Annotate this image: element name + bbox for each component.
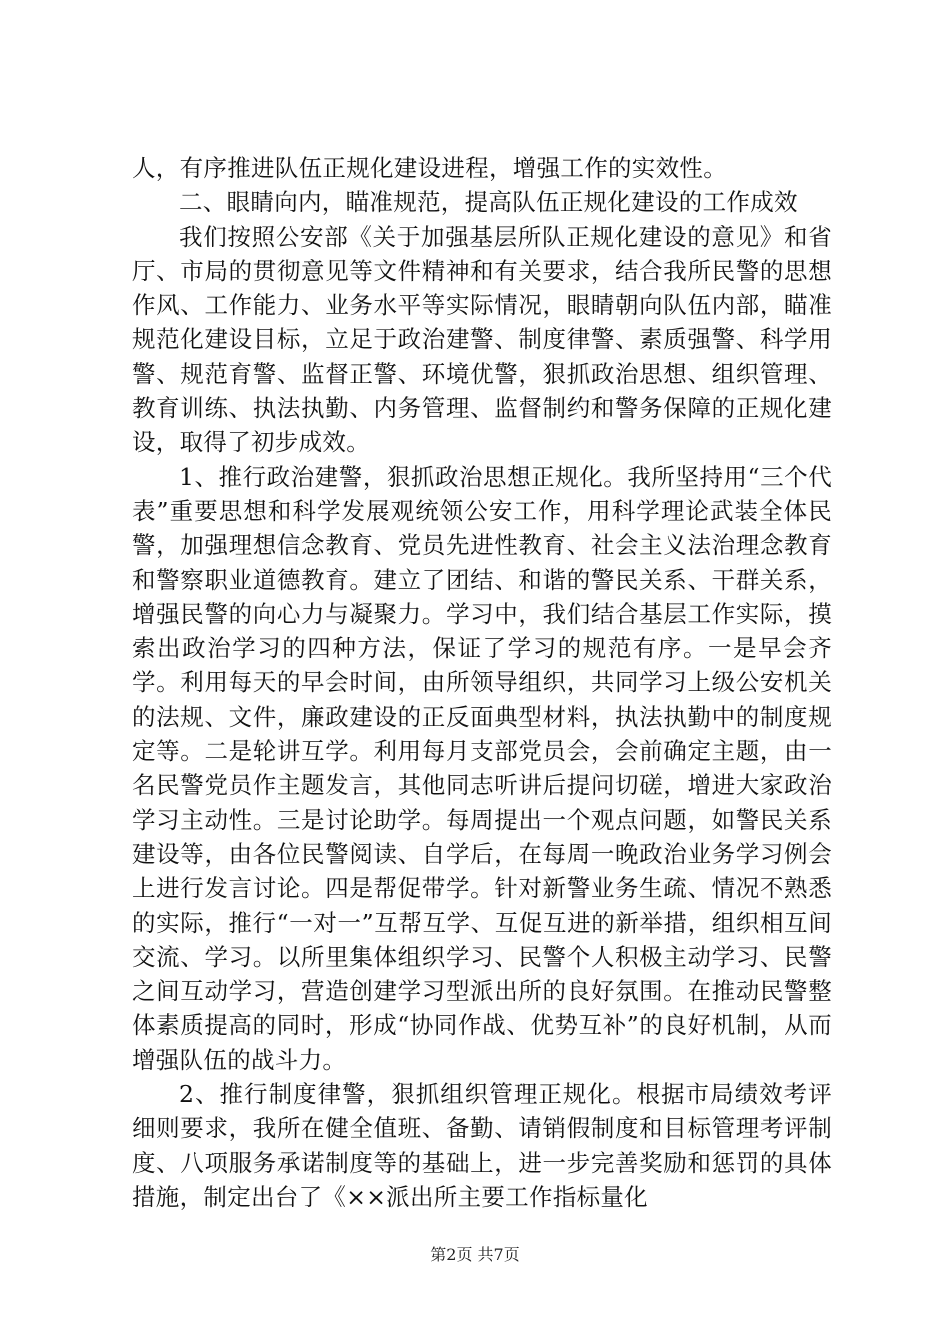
page-footer: 第2页 共7页: [430, 1245, 520, 1264]
paragraph-intro: 我们按照公安部《关于加强基层所队正规化建设的意见》和省厅、市局的贯彻意见等文件精神和有关要求，结合我所民警的思想作风、工作能力、业务水平等实际情况，眼睛朝向队伍内部，瞄准规范化建设目标，立足于政治建警、制度律警、素质强警、科学用警、规范育警、监督正警、环境优警，狠抓政治思想、组织管理、教育训练、执法执勤、内务管理、监督制约和警务保障的正规化建设，取得了初步成效。: [132, 222, 832, 457]
paragraph-item-1: 1、推行政治建警，狠抓政治思想正规化。我所坚持用“三个代表”重要思想和科学发展观统领公安工作，用科学理论武装全体民警，加强理想信念教育、党员先进性教育、社会主义法治理念教育和警察职业道德教育。建立了团结、和谐的警民关系、干群关系，增强民警的向心力与凝聚力。学习中，我们结合基层工作实际，摸索出政治学习的四种方法，保证了学习的规范有序。一是早会齐学。利用每天的早会时间，由所领导组织，共同学习上级公安机关的法规、文件，廉政建设的正反面典型材料，执法执勤中的制度规定等。二是轮讲互学。利用每月支部党员会，会前确定主题，由一名民警党员作主题发言，其他同志听讲后提问切磋，增进大家政治学习主动性。三是讨论助学。每周提出一个观点问题，如警民关系建设等，由各位民警阅读、自学后，在每周一晚政治业务学习例会上进行发言讨论。四是帮促带学。针对新警业务生疏、情况不熟悉的实际，推行“一对一”互帮互学、互促互进的新举措，组织相互间交流、学习。以所里集体组织学习、民警个人积极主动学习、民警之间互动学习，营造创建学习型派出所的良好氛围。在推动民警整体素质提高的同时，形成“协同作战、优势互补”的良好机制，从而增强队伍的战斗力。: [132, 462, 832, 1074]
paragraph-item-2: 2、推行制度律警，狠抓组织管理正规化。根据市局绩效考评细则要求，我所在健全值班、备勤、请销假制度和目标管理考评制度、八项服务承诺制度等的基础上，进一步完善奖励和惩罚的具体措施，制定出台了《××派出所主要工作指标量化: [132, 1080, 832, 1211]
document-body: [132, 151, 832, 1214]
paragraph-continuation: 人，有序推进队伍正规化建设进程，增强工作的实效性。: [132, 154, 727, 182]
section-heading: 二、眼睛向内，瞄准规范，提高队伍正规化建设的工作成效: [179, 188, 798, 217]
